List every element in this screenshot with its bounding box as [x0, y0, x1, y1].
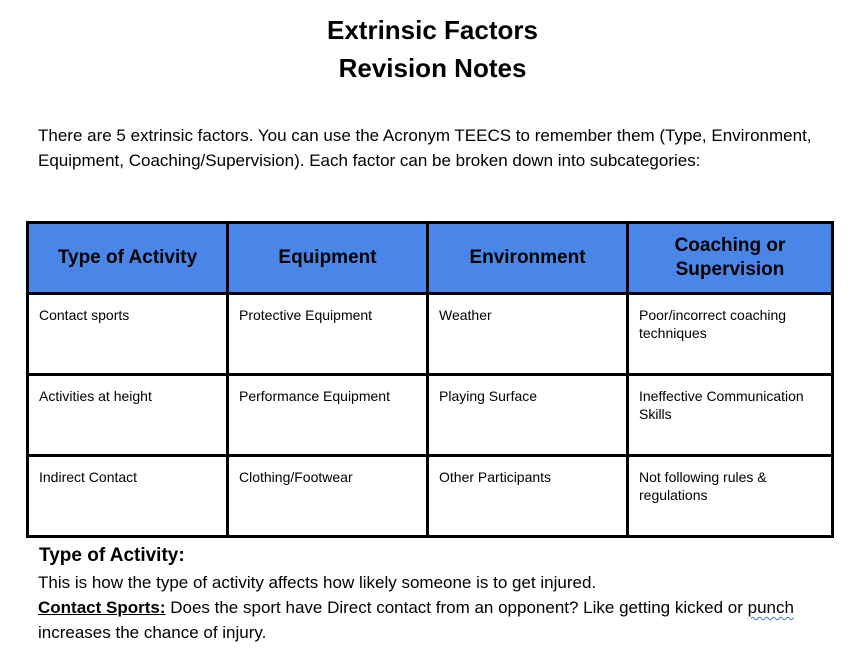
- table-cell: Other Participants: [428, 456, 628, 537]
- contact-sports-term: Contact Sports:: [38, 598, 166, 617]
- spellcheck-flagged-word[interactable]: punch: [747, 598, 794, 617]
- paragraph-2-text-a: Does the sport have Direct contact from an opponent? Like getting kicked or: [165, 598, 748, 617]
- table-cell: Contact sports: [28, 294, 228, 375]
- table-header-row: [28, 223, 833, 294]
- extrinsic-factors-table: [26, 221, 834, 538]
- intro-paragraph: There are 5 extrinsic factors. You can use the Acronym TEECS to remember them (Type, Environment, Equipment, Coaching/Supervision). Each factor can be broken down into subcategories:: [38, 126, 812, 170]
- table-cell: Indirect Contact: [28, 456, 228, 537]
- column-header-equipment: Equipment: [228, 223, 428, 294]
- table-row: [28, 294, 833, 375]
- table-row: [28, 456, 833, 537]
- table-cell: Playing Surface: [428, 375, 628, 456]
- table-cell: Clothing/Footwear: [228, 456, 428, 537]
- table-cell: Ineffective Communication Skills: [628, 375, 833, 456]
- column-header-coaching-or-supervision: Coaching or Supervision: [628, 223, 833, 294]
- table-cell: Not following rules & regulations: [628, 456, 833, 537]
- document-title-line1: Extrinsic Factors: [327, 15, 538, 45]
- table-cell: Activities at height: [28, 375, 228, 456]
- column-header-type-of-activity: Type of Activity: [28, 223, 228, 294]
- section-heading-type-of-activity: Type of Activity:: [39, 545, 185, 566]
- table-cell: Protective Equipment: [228, 294, 428, 375]
- table-cell: Weather: [428, 294, 628, 375]
- table-row: [28, 375, 833, 456]
- column-header-environment: Environment: [428, 223, 628, 294]
- table-cell: Poor/incorrect coaching techniques: [628, 294, 833, 375]
- section-paragraph-1: This is how the type of activity affects how likely someone is to get injured.: [38, 573, 597, 592]
- document-title-line2: Revision Notes: [338, 53, 527, 83]
- paragraph-2-text-b: increases the chance of injury.: [38, 623, 267, 642]
- section-paragraph-2: [38, 595, 818, 645]
- table-cell: Performance Equipment: [228, 375, 428, 456]
